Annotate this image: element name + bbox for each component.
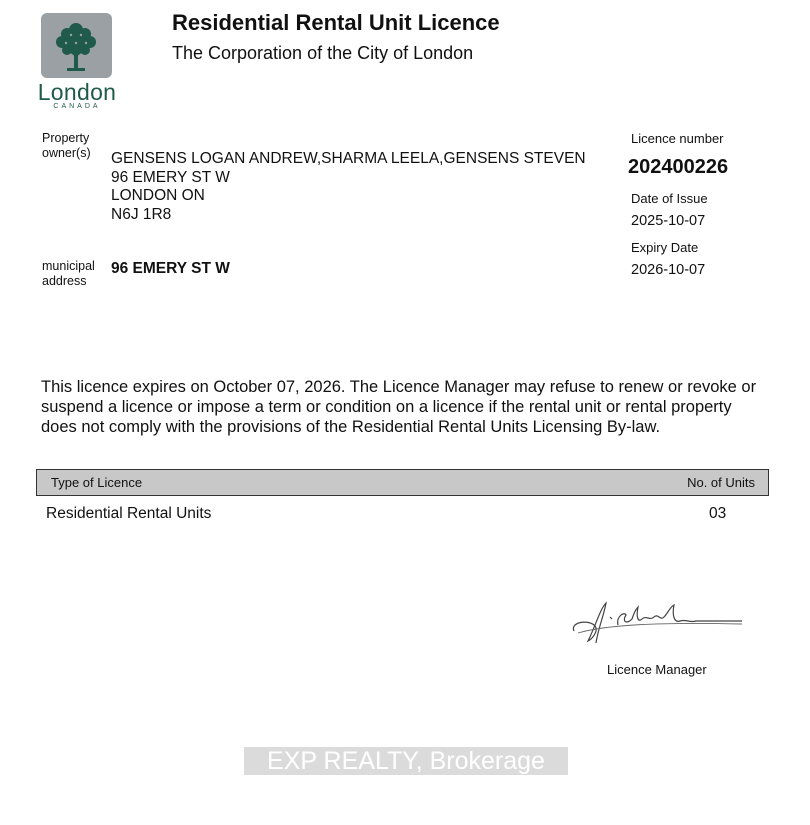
signature-icon xyxy=(566,595,746,655)
signature-caption: Licence Manager xyxy=(607,662,707,677)
owner-names: GENSENS LOGAN ANDREW,SHARMA LEELA,GENSENS STEVEN xyxy=(111,150,586,167)
owner-label xyxy=(42,131,112,161)
manager-signature xyxy=(566,595,746,660)
owner-city: LONDON ON xyxy=(111,187,205,204)
licence-table-header xyxy=(36,469,769,496)
brokerage-watermark: EXP REALTY, Brokerage xyxy=(244,747,568,775)
expiry-date-label: Expiry Date xyxy=(631,240,699,255)
issue-date: 2025-10-07 xyxy=(631,213,706,229)
header-type-of-licence: Type of Licence xyxy=(51,475,143,490)
london-logo xyxy=(41,13,112,78)
owner-label-line2: owner(s) xyxy=(42,146,91,160)
municipal-address: 96 EMERY ST W xyxy=(111,260,230,277)
municipal-label-line1: municipal xyxy=(42,259,95,273)
document-subtitle: The Corporation of the City of London xyxy=(172,43,474,63)
logo-subtitle: CANADA xyxy=(53,103,101,110)
owner-label-line1: Property xyxy=(42,131,90,145)
licence-number: 202400226 xyxy=(628,156,729,178)
owner-street: 96 EMERY ST W xyxy=(111,168,230,186)
issue-date-label: Date of Issue xyxy=(631,191,708,206)
municipal-label xyxy=(42,259,112,289)
owner-postal: N6J 1R8 xyxy=(111,205,172,223)
expiry-date: 2026-10-07 xyxy=(631,262,706,278)
logo-wordmark: London xyxy=(37,79,117,105)
table-row-units: 03 xyxy=(709,505,727,522)
table-row-type: Residential Rental Units xyxy=(46,505,212,522)
licence-notice: This licence expires on October 07, 2026. The Licence Manager may refuse to renew or revoke or suspend a licence or impose a term or condition on a licence if the rental unit or rental property does not comply with the provisions of the Residential Rental Units Licensing By-law. xyxy=(41,378,757,436)
header-no-of-units: No. of Units xyxy=(687,475,755,490)
tree-icon xyxy=(41,13,112,78)
licence-number-label: Licence number xyxy=(631,131,724,146)
owner-block xyxy=(111,150,586,224)
municipal-label-line2: address xyxy=(42,274,87,288)
document-title: Residential Rental Unit Licence xyxy=(172,10,500,35)
